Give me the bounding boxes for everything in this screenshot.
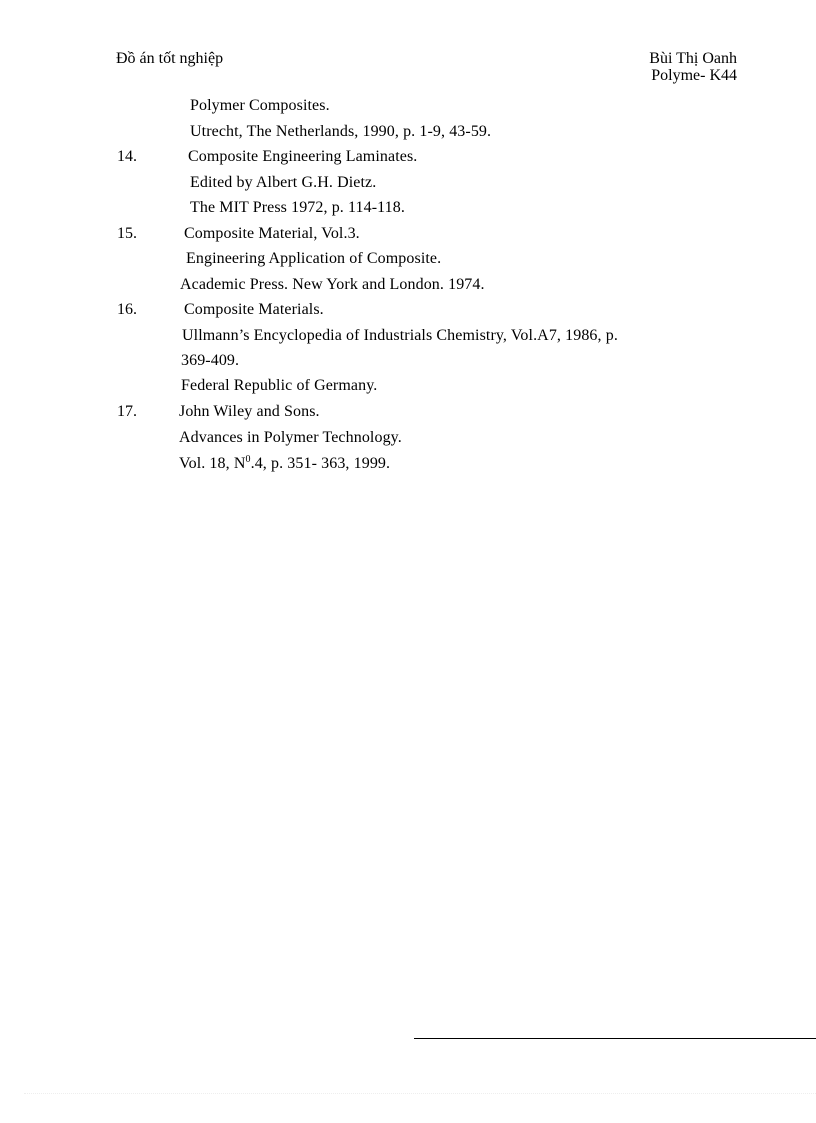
reference-line: Edited by Albert G.H. Dietz. (190, 174, 377, 191)
footer-rule (414, 1038, 816, 1039)
reference-line: Composite Materials. (184, 301, 324, 318)
header-author: Bùi Thị Oanh (649, 50, 737, 67)
reference-number: 15. (117, 225, 137, 242)
reference-number: 14. (117, 148, 137, 165)
reference-line: The MIT Press 1972, p. 114-118. (190, 199, 405, 216)
reference-line: Engineering Application of Composite. (186, 250, 442, 267)
superscript-zero: 0 (245, 454, 251, 465)
reference-text: .4, p. 351- 363, 1999. (250, 455, 391, 472)
reference-line: Polymer Composites. (190, 97, 330, 114)
reference-line: John Wiley and Sons. (179, 403, 320, 420)
reference-line: Composite Material, Vol.3. (184, 225, 360, 242)
reference-line: Academic Press. New York and London. 1974. (180, 276, 485, 293)
reference-line: Advances in Polymer Technology. (179, 429, 402, 446)
reference-line: Federal Republic of Germany. (181, 377, 378, 394)
reference-line (179, 454, 390, 474)
reference-line: Ullmann’s Encyclopedia of Industrials Chemistry, Vol.A7, 1986, p. (182, 327, 618, 344)
reference-line: Utrecht, The Netherlands, 1990, p. 1-9, 43-59. (190, 123, 492, 140)
header-left-title: Đồ án tốt nghiệp (116, 50, 224, 67)
reference-line: Composite Engineering Laminates. (188, 148, 418, 165)
header-class: Polyme- K44 (651, 67, 737, 84)
page-bottom-border (24, 1093, 816, 1094)
header-right-block (649, 50, 737, 84)
reference-text: Vol. 18, N (179, 455, 246, 472)
reference-number: 16. (117, 301, 137, 318)
reference-line: 369-409. (181, 352, 240, 369)
reference-number: 17. (117, 403, 137, 420)
